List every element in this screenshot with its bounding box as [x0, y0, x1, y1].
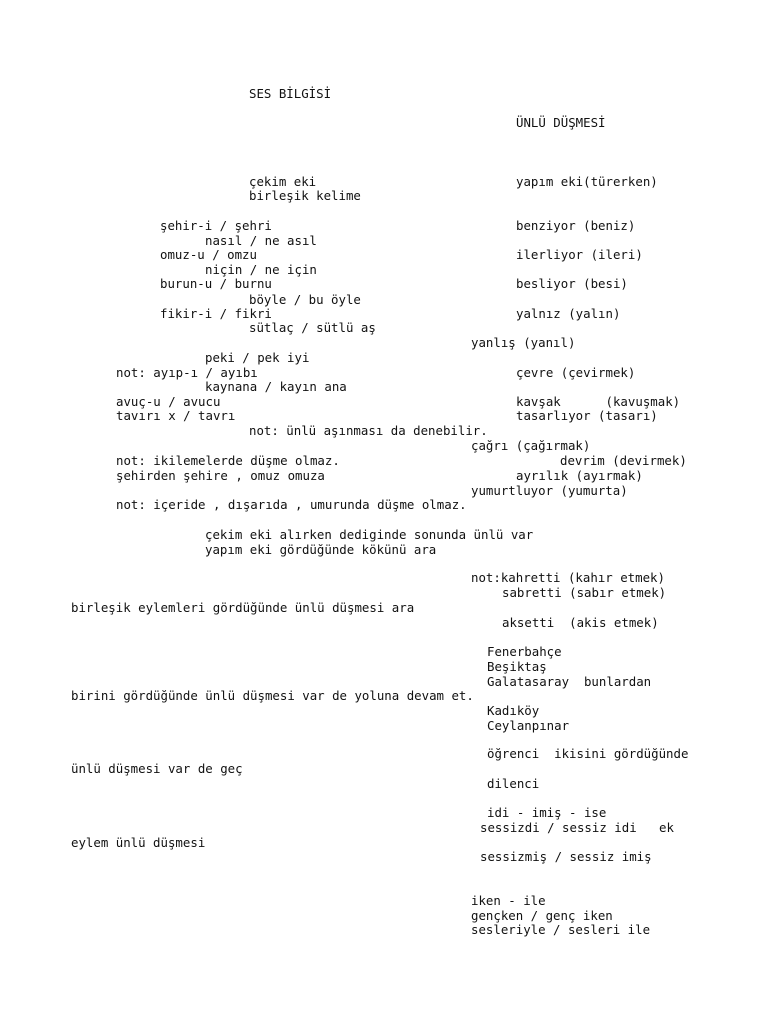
text-line: tavırı x / tavrı: [116, 408, 236, 423]
text-line: tasarlıyor (tasarı): [516, 408, 658, 423]
text-line: besliyor (besi): [516, 276, 628, 291]
text-line: burun-u / burnu: [160, 276, 272, 291]
text-line: ünlü düşmesi var de geç: [71, 761, 243, 776]
text-line: niçin / ne için: [205, 262, 317, 277]
text-line: yapım eki(türerken): [516, 174, 658, 189]
note-line: not: ikilemelerde düşme olmaz.: [116, 453, 340, 468]
text-line: Ceylanpınar: [487, 718, 570, 733]
text-line: birini gördüğünde ünlü düşmesi var de yoluna devam et.: [71, 688, 474, 703]
text-line: Beşiktaş: [487, 659, 547, 674]
text-line: sütlaç / sütlü aş: [249, 320, 376, 335]
text-line: aksetti (akis etmek): [502, 615, 659, 630]
text-line: Fenerbahçe: [487, 644, 562, 659]
text-line: yalnız (yalın): [516, 306, 621, 321]
text-line: kaynana / kayın ana: [205, 379, 347, 394]
text-line: şehirden şehire , omuz omuza: [116, 468, 325, 483]
note-line: not: ayıp-ı / ayıbı: [116, 365, 258, 380]
section-heading: ÜNLÜ DÜŞMESİ: [516, 115, 606, 130]
text-line: nasıl / ne asıl: [205, 233, 317, 248]
text-line: çağrı (çağırmak): [471, 438, 591, 453]
text-line: avuç-u / avucu: [116, 394, 221, 409]
text-line: çevre (çevirmek): [516, 365, 636, 380]
text-line: yapım eki gördüğünde kökünü ara: [205, 542, 437, 557]
note-line: not: içeride , dışarıda , umurunda düşme olmaz.: [116, 497, 467, 512]
text-line: fikir-i / fikri: [160, 306, 272, 321]
text-line: birleşik eylemleri gördüğünde ünlü düşmesi ara: [71, 600, 415, 615]
text-line: yumurtluyor (yumurta): [471, 483, 628, 498]
text-line: omuz-u / omzu: [160, 247, 257, 262]
text-line: Kadıköy: [487, 703, 540, 718]
text-line: çekim eki: [249, 174, 317, 189]
text-line: idi - imiş - ise: [487, 805, 607, 820]
text-line: peki / pek iyi: [205, 350, 310, 365]
text-line: devrim (devirmek): [560, 453, 687, 468]
text-line: öğrenci ikisini gördüğünde: [487, 746, 689, 761]
text-line: ilerliyor (ileri): [516, 247, 643, 262]
text-line: ayrılık (ayırmak): [516, 468, 643, 483]
text-line: böyle / bu öyle: [249, 292, 361, 307]
text-line: çekim eki alırken dediginde sonunda ünlü var: [205, 527, 534, 542]
document-title: SES BİLGİSİ: [249, 86, 332, 101]
text-line: Galatasaray bunlardan: [487, 674, 652, 689]
text-line: kavşak (kavuşmak): [516, 394, 681, 409]
text-line: yanlış (yanıl): [471, 335, 576, 350]
note-line: not: ünlü aşınması da denebilir.: [249, 423, 488, 438]
note-line: not:kahretti (kahır etmek): [471, 570, 665, 585]
text-line: benziyor (beniz): [516, 218, 636, 233]
text-line: birleşik kelime: [249, 188, 361, 203]
text-line: sessizdi / sessiz idi ek: [480, 820, 674, 835]
text-line: sesleriyle / sesleri ile: [471, 922, 651, 937]
text-line: sessizmiş / sessiz imiş: [480, 849, 652, 864]
text-line: eylem ünlü düşmesi: [71, 835, 206, 850]
text-line: gençken / genç iken: [471, 908, 613, 923]
text-line: sabretti (sabır etmek): [502, 585, 667, 600]
text-line: şehir-i / şehri: [160, 218, 272, 233]
text-line: iken - ile: [471, 893, 546, 908]
text-line: dilenci: [487, 776, 540, 791]
